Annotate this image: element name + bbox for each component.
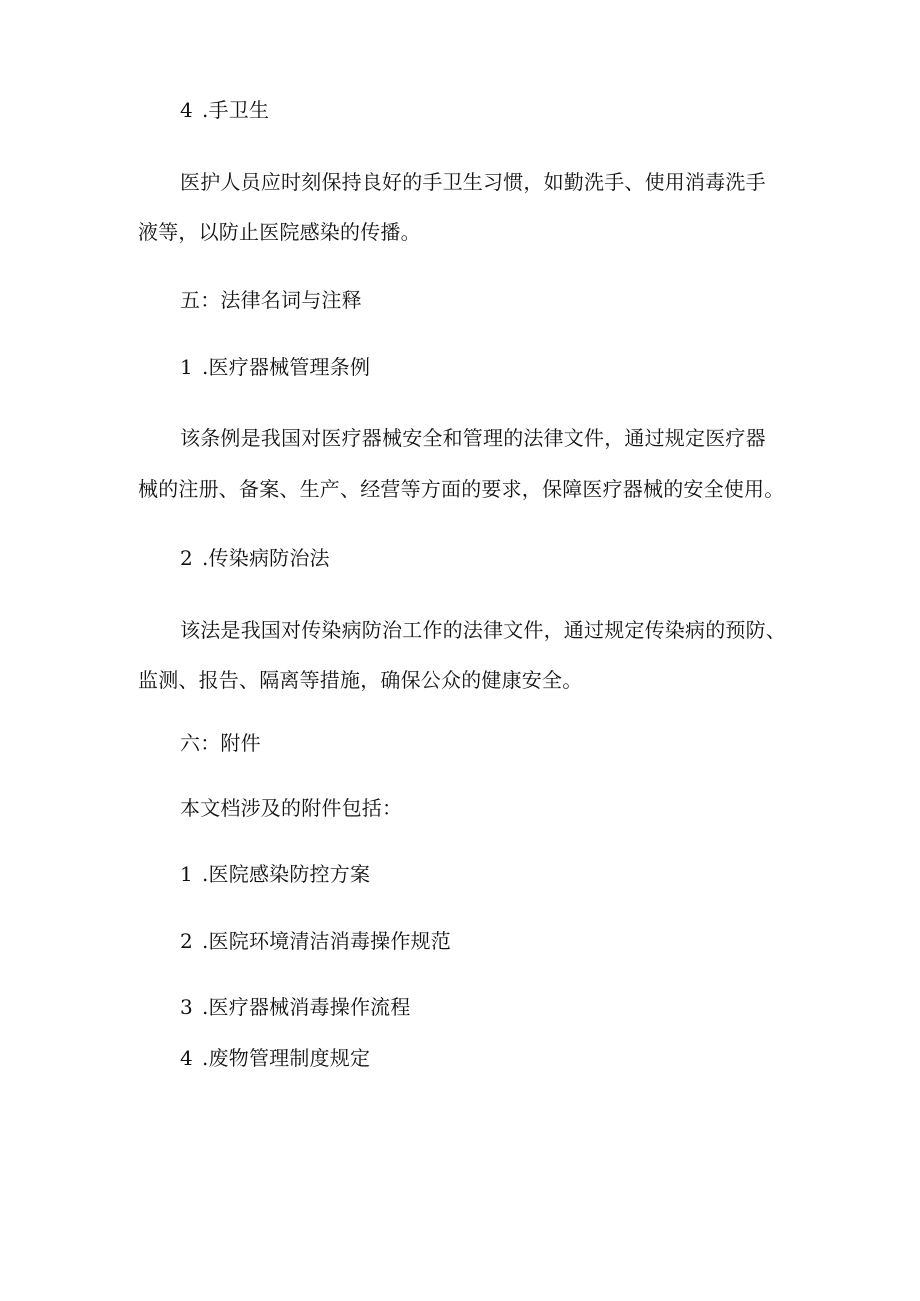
- section-5-heading: 五：法律名词与注释: [180, 288, 362, 312]
- attachment-item: [180, 927, 451, 955]
- section-6-heading: 六：附件: [180, 731, 261, 755]
- attachment-title: .医疗器械消毒操作流程: [202, 995, 411, 1019]
- heading-title: .手卫生: [202, 98, 270, 122]
- item-2-paragraph-line-1: 该法是我国对传染病防治工作的法律文件，通过规定传染病的预防、: [180, 618, 786, 642]
- hand-hygiene-paragraph-line-2: 液等，以防止医院感染的传播。: [138, 220, 421, 244]
- attachment-item: [180, 993, 411, 1021]
- attachment-item: [180, 1044, 370, 1072]
- attachment-number: 2: [180, 929, 193, 953]
- item-1-paragraph-line-2: 械的注册、备案、生产、经营等方面的要求，保障医疗器械的安全使用。: [138, 477, 785, 501]
- attachment-number: 3: [180, 995, 193, 1019]
- heading-number: 1: [180, 355, 193, 379]
- attachments-intro: 本文档涉及的附件包括：: [180, 796, 403, 820]
- item-1-heading: [180, 353, 370, 381]
- heading-number: 2: [180, 546, 193, 570]
- attachment-number: 4: [180, 1046, 193, 1070]
- hand-hygiene-paragraph-line-1: 医护人员应时刻保持良好的手卫生习惯，如勤洗手、使用消毒洗手: [180, 170, 766, 194]
- attachment-title: .医院环境清洁消毒操作规范: [202, 929, 451, 953]
- attachment-item: [180, 860, 370, 888]
- item-2-heading: [180, 544, 330, 572]
- heading-title: .医疗器械管理条例: [202, 355, 371, 379]
- attachment-title: .医院感染防控方案: [202, 862, 371, 886]
- item-2-paragraph-line-2: 监测、报告、隔离等措施，确保公众的健康安全。: [138, 668, 583, 692]
- hand-hygiene-heading: [180, 96, 269, 124]
- attachment-title: .废物管理制度规定: [202, 1046, 371, 1070]
- item-1-paragraph-line-1: 该条例是我国对医疗器械安全和管理的法律文件，通过规定医疗器: [180, 426, 766, 450]
- heading-title: .传染病防治法: [202, 546, 330, 570]
- heading-number: 4: [180, 98, 193, 122]
- attachment-number: 1: [180, 862, 193, 886]
